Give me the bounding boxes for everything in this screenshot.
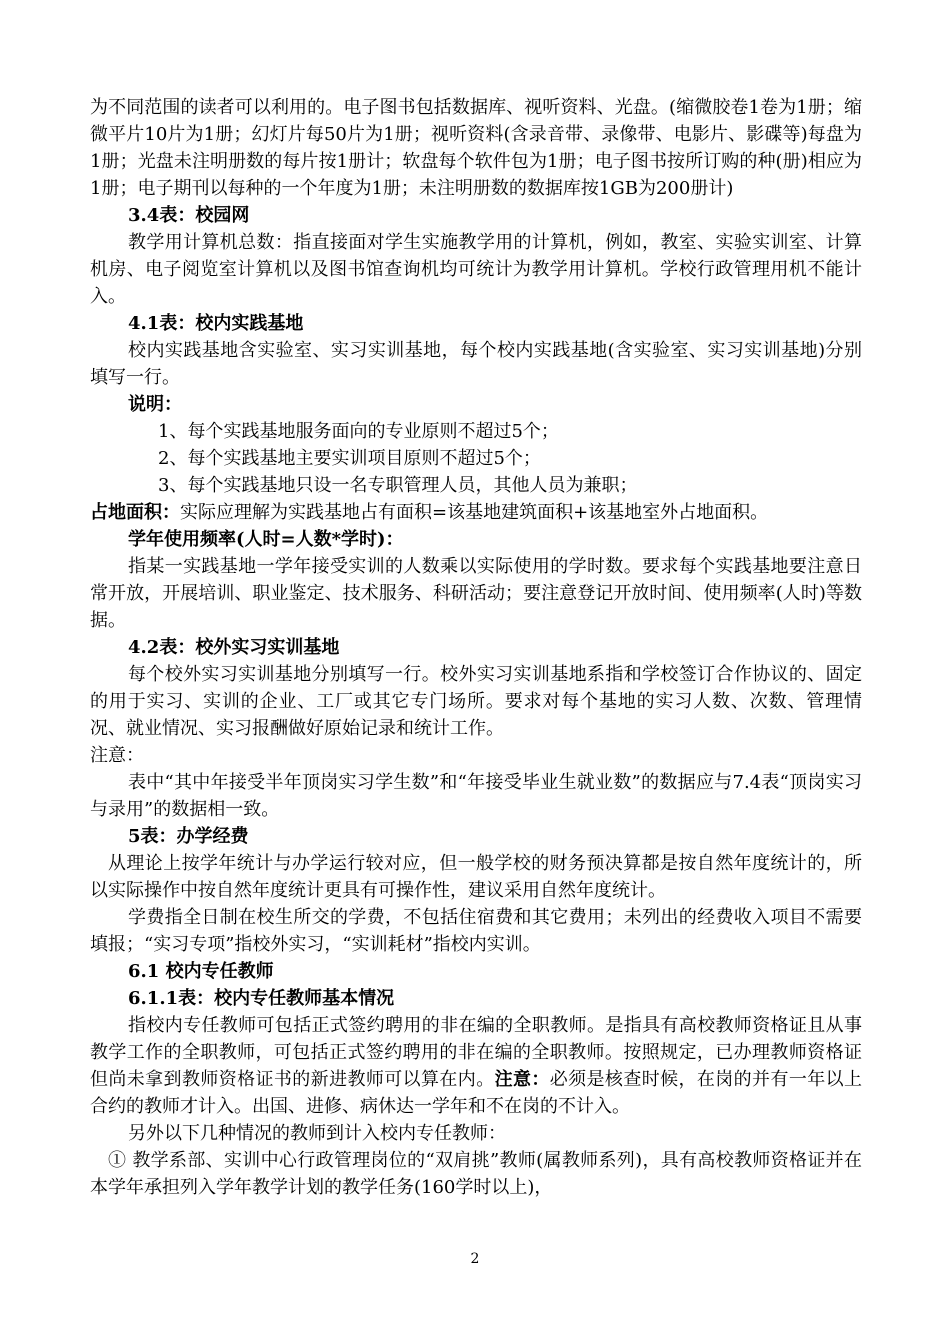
paragraph-computers: 教学用计算机总数：指直接面对学生实施教学用的计算机，例如，教室、实验实训室、计算机房、电子阅览室计算机以及图书馆查询机均可统计为教学用计算机。学校行政管理用机不能计入。 — [90, 232, 862, 307]
paragraph-external-base: 每个校外实习实训基地分别填写一行。校外实习实训基地系指和学校签订合作协议的、固定的用于实习、实训的企业、工厂或其它专门场所。要求对每个基地的实习人数、次数、管理情况、就业情况、实习报酬做好原始记录和统计工作。 — [90, 664, 862, 739]
teachers-note-label: 注意： — [494, 1069, 550, 1090]
heading-6-1: 6.1 校内专任教师 — [128, 961, 274, 982]
paragraph-case-1: ① 教学系部、实训中心行政管理岗位的“双肩挑”教师(属教师系列)，具有高校教师资格证并在本学年承担列入学年教学计划的教学任务(160学时以上)， — [90, 1150, 862, 1198]
area-text: 实际应理解为实践基地占有面积=该基地建筑面积+该基地室外占地面积。 — [180, 502, 769, 523]
page-number: 2 — [470, 1251, 480, 1267]
area-label: 占地面积： — [90, 502, 180, 523]
note-label: 说明： — [128, 394, 182, 415]
paragraph-frequency: 指某一实践基地一学年接受实训的人数乘以实际使用的学时数。要求每个实践基地要注意日常开放，开展培训、职业鉴定、技术服务、科研活动；要注意登记开放时间、使用频率(人时)等数据。 — [90, 556, 862, 631]
list-item: 1、每个实践基地服务面向的专业原则不超过5个； — [158, 421, 559, 442]
list-item: 2、每个实践基地主要实训项目原则不超过5个； — [158, 448, 541, 469]
frequency-label: 学年使用频率 — [128, 529, 236, 550]
paragraph-area — [90, 499, 862, 526]
paragraph-frequency-title — [90, 526, 862, 553]
paragraph-teachers — [90, 1012, 862, 1120]
heading-5: 5表：办学经费 — [128, 826, 249, 847]
teachers-note-text: 必须是核查时候，在岗的并有一年以上合约的教师才计入。出国、进修、病休达一学年和不在岗的不计入。 — [90, 1069, 863, 1117]
heading-3-4: 3.4表：校园网 — [128, 205, 250, 226]
paragraph-tuition: 学费指全日制在校生所交的学费，不包括住宿费和其它费用；未列出的经费收入项目不需要填报；“实习专项”指校外实习，“实训耗材”指校内实训。 — [90, 907, 862, 955]
list-item: 3、每个实践基地只设一名专职管理人员，其他人员为兼职； — [158, 475, 638, 496]
paragraph-other-cases: 另外以下几种情况的教师到计入校内专任教师： — [128, 1123, 506, 1144]
paragraph-internal-base: 校内实践基地含实验室、实习实训基地，每个校内实践基地(含实验室、实习实训基地)分别填写一行。 — [90, 340, 862, 388]
page-content — [90, 94, 862, 1201]
paragraph-funding: 从理论上按学年统计与办学运行较对应，但一般学校的财务预决算都是按自然年度统计的，所以实际操作中按自然年度统计更具有可操作性，建议采用自然年度统计。 — [90, 853, 862, 901]
heading-4-1: 4.1表：校内实践基地 — [128, 313, 304, 334]
teachers-text: 指校内专任教师可包括正式签约聘用的非在编的全职教师。是指具有高校教师资格证且从事教学工作的全职教师，可包括正式签约聘用的非在编的全职教师。按照规定，已办理教师资格证但尚未拿到教师资格证书的新进教师可以算在内。 — [90, 1015, 862, 1090]
heading-4-2: 4.2表：校外实习实训基地 — [128, 637, 340, 658]
paragraph-consistency: 表中“其中年接受半年顶岗实习学生数”和“年接受毕业生就业数”的数据应与7.4表“顶岗实习与录用”的数据相一致。 — [90, 772, 862, 820]
frequency-paren: (人时=人数*学时)： — [236, 529, 404, 550]
paragraph-note: 注意： — [90, 745, 144, 766]
heading-6-1-1: 6.1.1表：校内专任教师基本情况 — [128, 988, 395, 1009]
paragraph-ebooks: 为不同范围的读者可以利用的。电子图书包括数据库、视听资料、光盘。(缩微胶卷1卷为1册；缩微平片10片为1册；幻灯片每50片为1册；视听资料(含录音带、录像带、电影片、影碟等)每盘为1册；光盘未注明册数的每片按1册计；软盘每个软件包为1册；电子图书按所订购的种(册)相应为1册；电子期刊以每种的一个年度为1册；未注明册数的数据库按1GB为200册计) — [90, 97, 862, 199]
